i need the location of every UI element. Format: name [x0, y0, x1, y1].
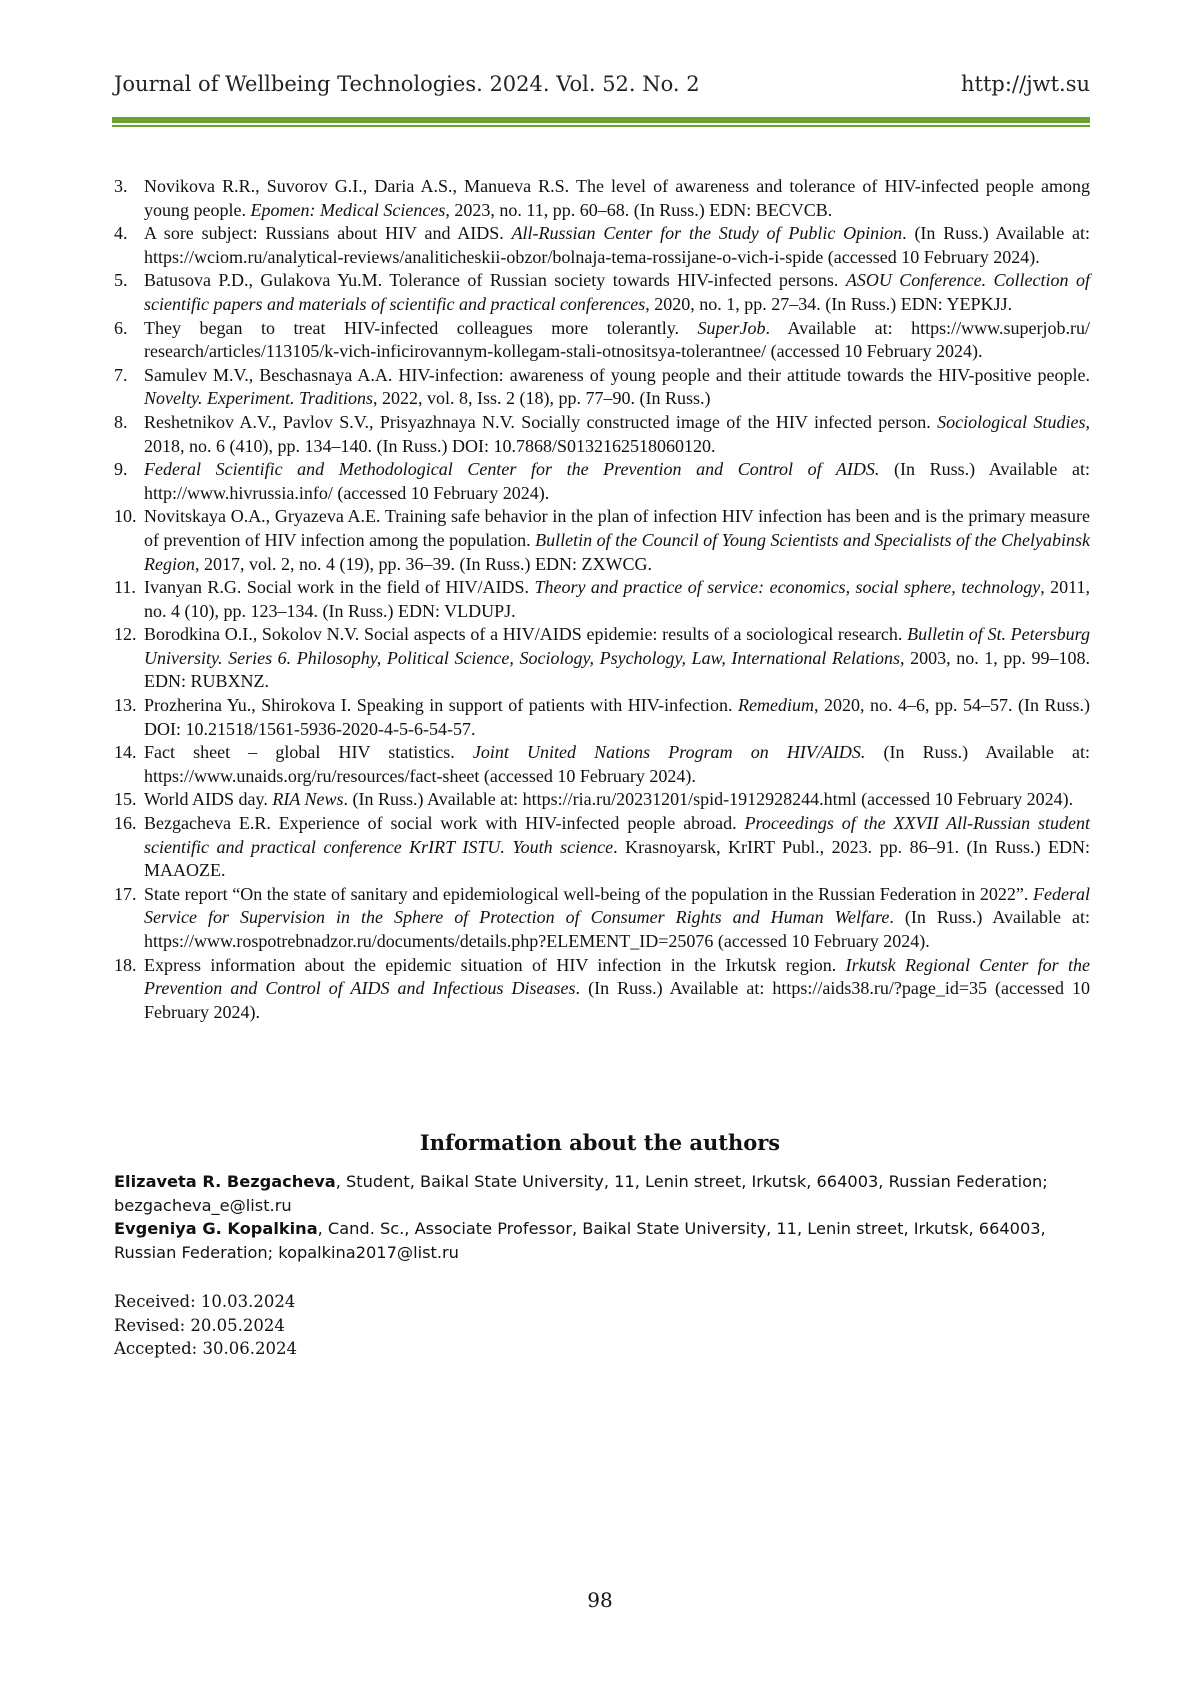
reference-text: , 2017, vol. 2, no. 4 (19), pp. 36–39. (In Russ.) EDN: ZXWCG. — [195, 553, 652, 574]
reference-list — [114, 175, 1090, 1024]
reference-number: 16. — [114, 813, 137, 834]
reference-item — [114, 694, 1090, 741]
reference-item — [114, 812, 1090, 883]
reference-number: 13. — [114, 695, 137, 716]
reference-text: , 2020, no. 1, pp. 27–34. (In Russ.) EDN: YEPKJJ. — [645, 293, 1013, 314]
reference-item — [114, 458, 1090, 505]
reference-text: Reshetnikov A.V., Pavlov S.V., Prisyazhnaya N.V. Socially constructed image of the HIV infected person. — [144, 411, 938, 432]
reference-text: A sore subject: Russians about HIV and AIDS. — [144, 223, 512, 244]
accepted-date: Accepted: 30.06.2024 — [114, 1339, 297, 1359]
journal-url[interactable]: http://jwt.su — [961, 72, 1090, 96]
reference-text: . (In Russ.) Available at: https://wciom.ru/analytical-reviews/analiticheskii-obzor/bolnaja-tema-rossijane-o-vich-i-spide (accessed 10 February 2024). — [144, 223, 1090, 267]
reference-text: State report “On the state of sanitary and epidemiological well-being of the population in the Russian Federation in 2022”. — [144, 883, 1034, 904]
reference-source: Sociological Studies — [937, 411, 1086, 432]
author-details: , Student, Baikal State University, 11, Lenin street, Irkutsk, 664003, Russian Federation; bezgacheva_e@list.ru — [114, 1172, 1048, 1215]
reference-text: . (In Russ.) Available at: https://aids38.ru/?page_id=35 (accessed 10 February 2024). — [144, 978, 1090, 1022]
reference-source: Theory and practice of service: economics, social sphere, technology — [534, 577, 1041, 598]
reference-source: Epomen: Medical Sciences — [250, 199, 446, 220]
reference-number: 4. — [114, 223, 128, 244]
reference-text: Bezgacheva E.R. Experience of social work with HIV-infected people abroad. — [144, 813, 745, 834]
reference-text: , 2022, vol. 8, Iss. 2 (18), pp. 77–90. (In Russ.) — [372, 388, 711, 409]
reference-number: 5. — [114, 270, 128, 291]
reference-source: Remedium — [738, 695, 815, 716]
reference-number: 9. — [114, 459, 128, 480]
reference-source: Bulletin of the Council of Young Scientists and Specialists of the Chelyabinsk Region — [144, 529, 1091, 574]
reference-text: , 2018, no. 6 (410), pp. 134–140. (In Russ.) DOI: 10.7868/S0132162518060120. — [144, 411, 1090, 456]
reference-number: 3. — [114, 176, 128, 196]
reference-source: ASOU Conference. Collection of scientific papers and materials of scientific and practical conferences — [144, 270, 1090, 314]
reference-text: Borodkina O.I., Sokolov N.V. Social aspects of a HIV/AIDS epidemie: results of a sociological research. — [144, 624, 908, 645]
reference-source: Federal Service for Supervision in the Sphere of Protection of Consumer Rights and Human Welfare — [144, 883, 1090, 928]
reference-text: . (In Russ.) Available at: https://ria.ru/20231201/spid-1912928244.html (accessed 10 February 2024). — [343, 789, 1074, 810]
reference-number: 11. — [114, 577, 136, 598]
reference-text: Batusova P.D., Gulakova Yu.M. Tolerance of Russian society towards HIV-infected persons. — [144, 270, 846, 291]
reference-item — [114, 883, 1090, 954]
reference-source: Federal Scientific and Methodological Center for the Prevention and Control of AIDS. — [144, 459, 880, 480]
author-name: Elizaveta R. Bezgacheva — [114, 1172, 336, 1191]
reference-text: World AIDS day. — [144, 789, 273, 810]
reference-item — [114, 364, 1090, 411]
reference-item — [114, 505, 1090, 576]
article-dates — [114, 1290, 297, 1361]
reference-text: Ivanyan R.G. Social work in the field of HIV/AIDS. — [144, 577, 535, 598]
revised-date: Revised: 20.05.2024 — [114, 1315, 285, 1335]
reference-number: 17. — [114, 883, 137, 904]
reference-text: , 2003, no. 1, pp. 99–108. EDN: RUBXNZ. — [144, 647, 1090, 692]
reference-text: (In Russ.) Available at: http://www.hivrussia.info/ (accessed 10 February 2024). — [144, 459, 1090, 503]
reference-item — [114, 788, 1090, 812]
running-header — [114, 72, 1090, 96]
header-rule-thin — [112, 125, 1090, 127]
reference-source: All-Russian Center for the Study of Public Opinion — [511, 223, 903, 244]
reference-source: Proceedings of the XXVII All-Russian student scientific and practical conference KrIRT ISTU. Youth science — [144, 813, 1090, 857]
reference-source: Novelty. Experiment. Traditions — [144, 388, 373, 409]
reference-number: 18. — [114, 954, 137, 975]
reference-item — [114, 954, 1090, 1025]
reference-source: Bulletin of St. Petersburg University. Series 6. Philosophy, Political Science, Sociology, Psychology, Law, International Relations — [144, 624, 1091, 668]
reference-number: 8. — [114, 411, 128, 432]
author-name: Evgeniya G. Kopalkina — [114, 1219, 318, 1238]
reference-text: , 2020, no. 4–6, pp. 54–57. (In Russ.) DOI: 10.21518/1561-5936-2020-4-5-6-54-57. — [144, 695, 1091, 739]
reference-text: , 2023, no. 11, pp. 60–68. (In Russ.) EDN: BECVCB. — [445, 199, 833, 220]
reference-item — [114, 269, 1090, 316]
reference-number: 12. — [114, 624, 137, 645]
reference-number: 14. — [114, 742, 137, 763]
reference-item — [114, 175, 1090, 222]
reference-text: , 2011, no. 4 (10), pp. 123–134. (In Russ.) EDN: VLDUPJ. — [144, 577, 1090, 621]
reference-item — [114, 741, 1090, 788]
reference-text: . Available at: https://www.superjob.ru/ research/articles/113105/k-vich-inficirovannym-kollegam-stali-otnositsya-tolerantnee/ (accessed 10 February 2024). — [144, 317, 1090, 362]
reference-text: . (In Russ.) Available at: https://www.rospotrebnadzor.ru/documents/details.php?ELEMENT_ID=25076 (accessed 10 February 2024). — [144, 907, 1090, 951]
reference-item — [114, 222, 1090, 269]
author-entry — [114, 1170, 1090, 1217]
header-rule-thick — [112, 117, 1090, 123]
reference-item — [114, 411, 1090, 458]
author-entry — [114, 1217, 1090, 1264]
reference-number: 7. — [114, 364, 128, 385]
reference-source: Irkutsk Regional Center for the Prevention and Control of AIDS and Infectious Diseases — [144, 954, 1090, 999]
reference-number: 15. — [114, 789, 137, 810]
reference-source: RIA News — [272, 789, 344, 810]
received-date: Received: 10.03.2024 — [114, 1292, 296, 1311]
author-details: , Cand. Sc., Associate Professor, Baikal State University, 11, Lenin street, Irkutsk, 664003, Russian Federation; kopalkina2017@list.ru — [114, 1219, 1046, 1262]
page-number: 98 — [587, 1588, 613, 1612]
reference-source: SuperJob — [697, 317, 766, 338]
reference-number: 6. — [114, 317, 128, 338]
authors-info — [114, 1170, 1090, 1264]
reference-item — [114, 623, 1090, 694]
journal-title: Journal of Wellbeing Technologies. 2024. Vol. 52. No. 2 — [114, 72, 700, 96]
reference-source: Joint United Nations Program on HIV/AIDS. — [472, 742, 866, 763]
authors-heading: Information about the authors — [419, 1130, 781, 1155]
reference-text: Fact sheet – global HIV statistics. — [144, 742, 473, 763]
reference-item — [114, 317, 1090, 364]
reference-text: Prozherina Yu., Shirokova I. Speaking in support of patients with HIV-infection. — [144, 695, 739, 716]
reference-text: (In Russ.) Available at: https://www.unaids.org/ru/resources/fact-sheet (accessed 10 February 2024). — [144, 742, 1090, 786]
reference-number: 10. — [114, 506, 137, 527]
reference-text: Novitskaya O.A., Gryazeva A.E. Training safe behavior in the plan of infection HIV infection has been and is the primary measure of prevention of HIV infection among the population. — [144, 506, 1090, 550]
reference-text: They began to treat HIV-infected colleagues more tolerantly. — [144, 317, 698, 338]
reference-text: . Krasnoyarsk, KrIRT Publ., 2023. pp. 86–91. (In Russ.) EDN: MAAOZE. — [144, 836, 1091, 881]
reference-text: Express information about the epidemic situation of HIV infection in the Irkutsk region. — [144, 954, 846, 975]
reference-text: Novikova R.R., Suvorov G.I., Daria A.S., Manueva R.S. The level of awareness and tolerance of HIV-infected people among young people. — [144, 176, 1090, 220]
reference-text: Samulev M.V., Beschasnaya A.A. HIV-infection: awareness of young people and their attitude towards the HIV-positive people. — [144, 364, 1090, 385]
reference-item — [114, 576, 1090, 623]
